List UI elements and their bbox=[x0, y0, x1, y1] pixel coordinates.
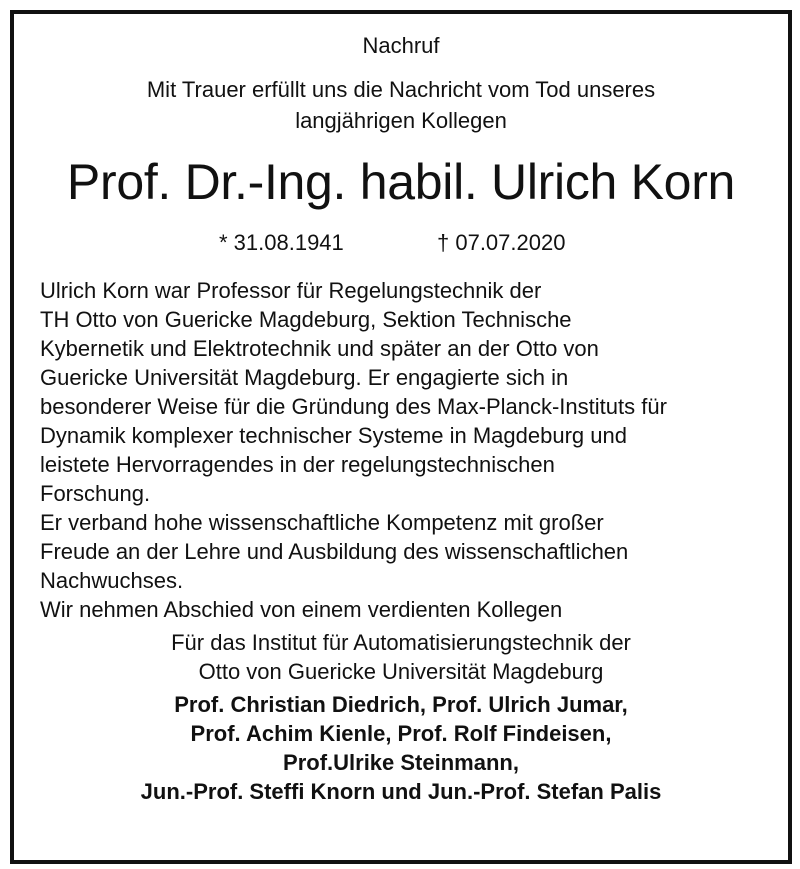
body-line: Dynamik komplexer technischer Systeme in Magdeburg und bbox=[40, 423, 627, 448]
intro-text bbox=[14, 74, 788, 136]
birth-date: * 31.08.1941 bbox=[219, 230, 344, 255]
body-paragraph bbox=[40, 508, 772, 595]
body-line: Wir nehmen Abschied von einem verdienten Kollegen bbox=[40, 597, 563, 622]
signer-line: Prof.Ulrike Steinmann, bbox=[283, 750, 519, 775]
body-line: TH Otto von Guericke Magdeburg, Sektion Technische bbox=[40, 307, 572, 332]
intro-line: Mit Trauer erfüllt uns die Nachricht vom Tod unseres bbox=[146, 77, 656, 102]
institute-line: Otto von Guericke Universität Magdeburg bbox=[198, 659, 604, 684]
body-paragraph bbox=[40, 276, 772, 508]
body-line: leistete Hervorragendes in der regelungstechnischen bbox=[40, 452, 555, 477]
body-line: Forschung. bbox=[40, 481, 151, 506]
notice-heading: Nachruf bbox=[362, 33, 440, 58]
body-line: Er verband hohe wissenschaftliche Kompetenz mit großer bbox=[40, 510, 604, 535]
death-date: † 07.07.2020 bbox=[437, 230, 566, 255]
body-line: Ulrich Korn war Professor für Regelungstechnik der bbox=[40, 278, 542, 303]
signer-line: Prof. Christian Diedrich, Prof. Ulrich Jumar, bbox=[174, 692, 628, 717]
obituary-body bbox=[40, 276, 772, 624]
signer-line: Prof. Achim Kienle, Prof. Rolf Findeisen, bbox=[190, 721, 612, 746]
signers-list bbox=[14, 690, 788, 806]
intro-line: langjährigen Kollegen bbox=[295, 108, 507, 133]
body-line: Freude an der Lehre und Ausbildung des wissenschaftlichen bbox=[40, 539, 629, 564]
body-paragraph bbox=[40, 595, 772, 624]
obituary-notice bbox=[10, 10, 792, 864]
institute-signature bbox=[14, 628, 788, 686]
deceased-name: Prof. Dr.-Ing. habil. Ulrich Korn bbox=[66, 154, 736, 210]
institute-line: Für das Institut für Automatisierungstechnik der bbox=[171, 630, 631, 655]
body-line: Nachwuchses. bbox=[40, 568, 184, 593]
body-line: besonderer Weise für die Gründung des Max-Planck-Instituts für bbox=[40, 394, 667, 419]
signer-line: Jun.-Prof. Steffi Knorn und Jun.-Prof. Stefan Palis bbox=[140, 779, 662, 804]
body-line: Guericke Universität Magdeburg. Er engagierte sich in bbox=[40, 365, 569, 390]
body-line: Kybernetik und Elektrotechnik und später an der Otto von bbox=[40, 336, 599, 361]
